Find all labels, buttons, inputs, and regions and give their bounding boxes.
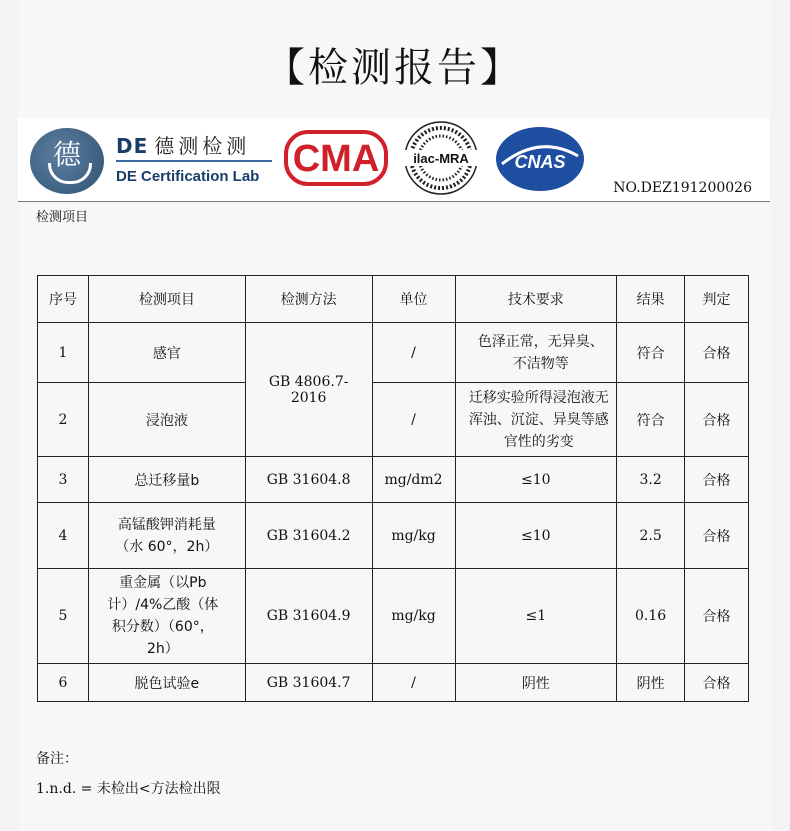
cell-no: 5 [38, 569, 89, 664]
lab-name-divider [116, 160, 272, 162]
cell-judgement: 合格 [685, 383, 749, 457]
cell-method: GB 31604.9 [245, 569, 372, 664]
notes-section [36, 744, 221, 804]
cell-judgement: 合格 [685, 323, 749, 383]
cell-result: 符合 [617, 383, 685, 457]
header-result: 结果 [617, 276, 685, 323]
cell-item: 总迁移量b [88, 457, 245, 503]
cell-judgement: 合格 [685, 457, 749, 503]
cell-method: GB 31604.2 [245, 503, 372, 569]
de-logo-icon [30, 128, 104, 194]
cell-unit: / [372, 383, 455, 457]
cell-requirement: 阴性 [455, 664, 617, 702]
cell-requirement: 色泽正常，无异臭、不洁物等 [455, 323, 617, 383]
section-label: 检测项目 [36, 210, 89, 225]
page-title: 【检测报告】 [265, 45, 523, 91]
cell-requirement: ≤1 [455, 569, 617, 664]
notes-line-1: 1.n.d. = 未检出<方法检出限 [36, 781, 221, 797]
cell-no: 4 [38, 503, 89, 569]
cell-result: 2.5 [617, 503, 685, 569]
cell-judgement: 合格 [685, 664, 749, 702]
lab-name-prefix: DE [116, 134, 149, 158]
cell-judgement: 合格 [685, 569, 749, 664]
header-item: 检测项目 [88, 276, 245, 323]
header-method: 检测方法 [245, 276, 372, 323]
table-row [38, 664, 749, 702]
cell-method: GB 31604.8 [245, 457, 372, 503]
cnas-logo-icon [492, 124, 588, 194]
cell-unit: / [372, 664, 455, 702]
table-header-row [38, 276, 749, 323]
cell-unit: mg/kg [372, 503, 455, 569]
cell-unit: / [372, 323, 455, 383]
header-no: 序号 [38, 276, 89, 323]
cell-item: 高锰酸钾消耗量（水 60°，2h） [88, 503, 245, 569]
cell-no: 6 [38, 664, 89, 702]
cell-no: 3 [38, 457, 89, 503]
table-row [38, 383, 749, 457]
lab-name-cn: 德测检测 [154, 134, 251, 158]
cell-judgement: 合格 [685, 503, 749, 569]
header-unit: 单位 [372, 276, 455, 323]
ilac-mra-logo-icon [398, 118, 484, 198]
cell-no: 2 [38, 383, 89, 457]
cell-result: 符合 [617, 323, 685, 383]
table-row [38, 323, 749, 383]
cell-method: GB 4806.7-2016 [245, 323, 372, 457]
cell-unit: mg/dm2 [372, 457, 455, 503]
notes-label: 备注： [36, 751, 78, 767]
table-row [38, 457, 749, 503]
cell-item: 浸泡液 [88, 383, 245, 457]
cell-requirement: 迁移实验所得浸泡液无浑浊、沉淀、异臭等感官性的劣变 [455, 383, 617, 457]
cell-item: 脱色试验e [88, 664, 245, 702]
lab-name-cn-line [116, 130, 250, 159]
cell-unit: mg/kg [372, 569, 455, 664]
cell-method: GB 31604.7 [245, 664, 372, 702]
header-band [18, 118, 770, 202]
ilac-logo-text: ilac-MRA [413, 151, 469, 166]
cell-requirement: ≤10 [455, 457, 617, 503]
table-row [38, 503, 749, 569]
result-table [37, 275, 749, 702]
cell-item: 感官 [88, 323, 245, 383]
cell-item: 重金属（以Pb计）/4%乙酸（体积分数）（60°，2h） [88, 569, 245, 664]
cell-result: 0.16 [617, 569, 685, 664]
lab-name-en: DE Certification Lab [116, 168, 260, 185]
logo-char: 德 [52, 138, 81, 171]
cnas-logo-text: CNAS [514, 152, 566, 172]
report-sheet [18, 0, 770, 831]
cell-no: 1 [38, 323, 89, 383]
report-number: NO.DEZ191200026 [613, 180, 752, 196]
cma-logo-icon [284, 128, 388, 188]
cma-logo-text: CMA [292, 138, 380, 180]
cell-requirement: ≤10 [455, 503, 617, 569]
header-requirement: 技术要求 [455, 276, 617, 323]
cell-result: 3.2 [617, 457, 685, 503]
header-judgement: 判定 [685, 276, 749, 323]
table-row [38, 569, 749, 664]
cell-result: 阴性 [617, 664, 685, 702]
header-divider [18, 201, 770, 202]
